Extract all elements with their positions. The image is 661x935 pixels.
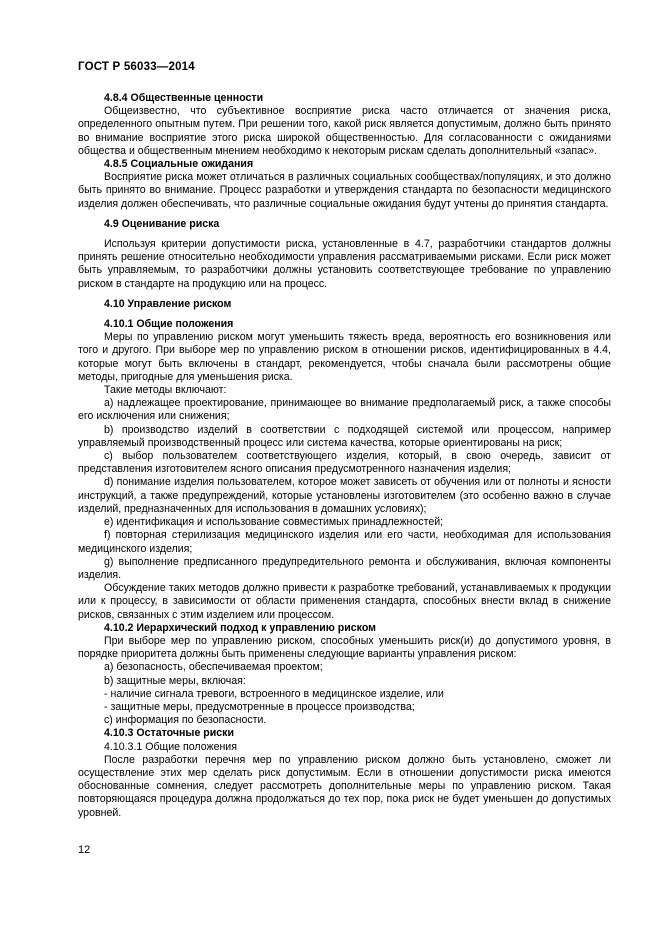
section-4-10-1-title: 4.10.1 Общие положения (104, 318, 234, 331)
section-4-8-4-paragraph: Общеизвестно, что субъективное восприятие риска часто отличается от значения риска, определенного опытным путем. При решении того, какой риск является допустимым, должно быть принято во внимание восприятие этого риска широкой общественностью. Для согласованности с ожиданиями общества и общественным мнением необходимо к некоторым рискам сделать дополнительный «запас». (78, 105, 611, 157)
section-4-10-2-item-b1: - наличие сигнала тревоги, встроенного в медицинское изделие, или (104, 687, 444, 700)
section-4-10-2-title: 4.10.2 Иерархический подход к управлению риском (104, 621, 377, 634)
section-4-10-3-1-title: 4.10.3.1 Общие положения (104, 740, 237, 753)
list-item-b: b) производство изделий в соответствии с подходящей системой или процессом, например управляемый производственный процесс или система качества, которые ориентированы на риск; (78, 423, 611, 449)
section-4-10-1-paragraph-3: Обсуждение таких методов должно привести к разработке требований, устанавливаемых к продукции или к процессу, в зависимости от области применения стандарта, способных внести вклад в снижение рисков, связанных с этим изделием или процессом. (78, 582, 611, 621)
section-4-10-3-1-paragraph: После разработки перечня мер по управлению риском должно быть установлено, сможет ли осуществление этих мер сделать риск допустимым. Если в отношении допустимости риска имеются обоснованные сомнения, следует рассмотреть дополнительные меры по управлению риском. Такая повторяющаяся процедура должна продолжаться до тех пор, пока риск не будет уменьшен до допустимых уровней. (78, 753, 611, 819)
section-4-10-1-paragraph-2: Такие методы включают: (104, 384, 227, 397)
section-4-8-5-paragraph: Восприятие риска может отличаться в различных социальных сообществах/популяциях, и это должно быть принято во внимание. Процесс разработки и утверждения стандарта по безопасности медицинского изделия должен обеспечивать, что различные социальные ожидания будут учтены до принятия стандарта. (78, 171, 611, 210)
section-4-10-3-title: 4.10.3 Остаточные риски (104, 727, 234, 740)
list-item-c: c) выбор пользователем соответствующего изделия, который, в свою очередь, зависит от представления изготовителем ясного описания предусмотренного назначения изделия; (78, 450, 611, 476)
document-header: ГОСТ Р 56033—2014 (78, 61, 195, 73)
section-4-10-2-paragraph: При выборе мер по управлению риском, способных уменьшить риск(и) до допустимого уровня, в порядке приоритета должны быть применены следующие варианты управления риском: (78, 634, 611, 661)
list-item-e: e) идентификация и использование совместимых принадлежностей; (104, 516, 444, 529)
section-4-10-title: 4.10 Управление риском (104, 297, 232, 310)
list-item-d: d) понимание изделия пользователем, которое может зависеть от обучения или от полноты и ясности инструкций, а также предупреждений, которые установлены изготовителем (это особенно важно в случае изделий, предназначенных для использования в домашних условиях); (78, 476, 611, 515)
section-4-10-1-paragraph-1: Меры по управлению риском могут уменьшить тяжесть вреда, вероятность его возникновения или того и другого. При выборе мер по управлению риском в отношении рисков, идентифицированных в 4.4, которые могут быть включены в стандарт, рекомендуется, чтобы сначала были рассмотрены общие методы, пригодные для уменьшения риска. (78, 331, 611, 383)
page-number: 12 (78, 844, 91, 856)
list-item-f: f) повторная стерилизация медицинского изделия или его части, необходимая для использования медицинского изделия; (78, 529, 611, 555)
section-4-9-title: 4.9 Оценивание риска (104, 217, 220, 230)
list-item-g: g) выполнение предписанного предупредительного ремонта и обслуживания, включая компоненты изделия. (78, 555, 611, 581)
section-4-9-paragraph: Используя критерии допустимости риска, установленные в 4.7, разработчики стандартов должны принять решение относительно необходимости управления рассматриваемыми рисками. Если риск может быть управляемым, то разработчики должны установить соответствующее требование по управлению риском в стандарте на продукцию или на процесс. (78, 238, 611, 290)
section-4-8-4-title: 4.8.4 Общественные ценности (104, 92, 264, 104)
section-4-8-5-title: 4.8.5 Социальные ожидания (104, 158, 254, 171)
list-item-a: a) надлежащее проектирование, принимающее во внимание предполагаемый риск, а также способы его исключения или снижения; (78, 397, 611, 423)
section-4-10-2-item-b2: - защитные меры, предусмотренные в процессе производства; (104, 700, 415, 713)
section-4-10-2-item-b: b) защитные меры, включая: (104, 674, 246, 687)
section-4-10-2-item-c: c) информация по безопасности. (104, 714, 267, 727)
page-body (78, 92, 611, 820)
section-4-10-2-item-a: a) безопасность, обеспечиваемая проектом; (104, 661, 323, 674)
